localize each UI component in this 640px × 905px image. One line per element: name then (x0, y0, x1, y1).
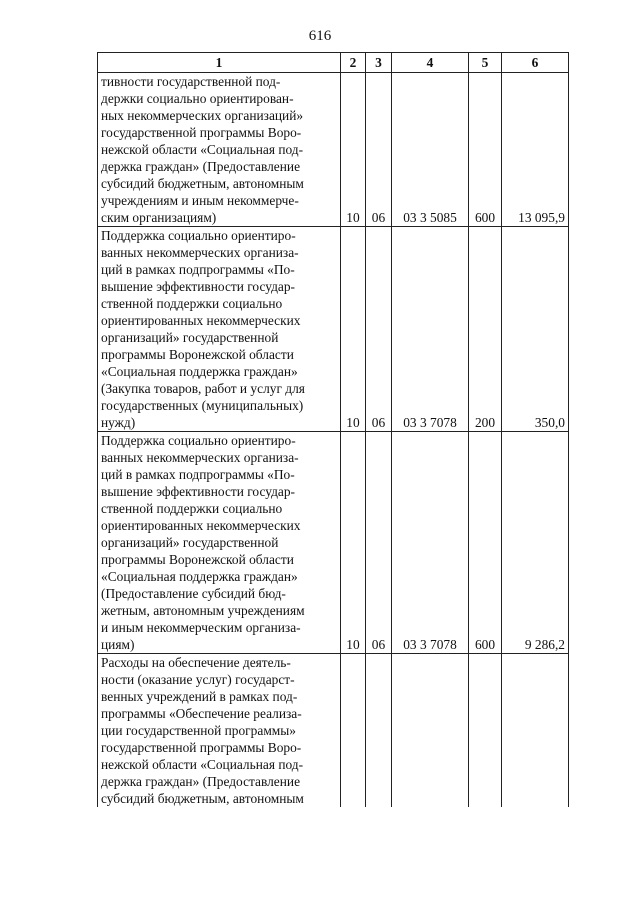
row-expense-type: 600 (469, 432, 502, 654)
column-header-3: 3 (366, 53, 392, 73)
column-header-5: 5 (469, 53, 502, 73)
row-subsection: 06 (366, 432, 392, 654)
column-header-6: 6 (502, 53, 569, 73)
row-section: 10 (341, 73, 366, 227)
row-amount: 13 095,9 (502, 73, 569, 227)
row-section (341, 654, 366, 808)
row-section: 10 (341, 432, 366, 654)
row-expense-type: 600 (469, 73, 502, 227)
row-description: Поддержка социально ориентиро- ванных некоммерческих организа- ций в рамках подпрограммы «По- вышение эффективности государ- ственной поддержки социально ориентированных некоммерческих организаций» государственной программы Воронежской области «Социальная поддержка граждан» (Закупка товаров, работ и услуг для государственных (муниципальных) нужд) (98, 227, 341, 432)
table-header-row (98, 53, 569, 73)
budget-table (97, 52, 569, 807)
row-description: Поддержка социально ориентиро- ванных некоммерческих организа- ций в рамках подпрограммы «По- вышение эффективности государ- ственной поддержки социально ориентированных некоммерческих организаций» государственной программы Воронежской области «Социальная поддержка граждан» (Предоставление субсидий бюд- жетным, автономным учреждениям и иным некоммерческим организа- циям) (98, 432, 341, 654)
table-row (98, 432, 569, 654)
row-amount: 9 286,2 (502, 432, 569, 654)
table-row (98, 654, 569, 808)
row-target-code: 03 3 7078 (392, 227, 469, 432)
row-target-code (392, 654, 469, 808)
row-amount: 350,0 (502, 227, 569, 432)
row-subsection: 06 (366, 227, 392, 432)
row-expense-type: 200 (469, 227, 502, 432)
row-target-code: 03 3 5085 (392, 73, 469, 227)
row-description: Расходы на обеспечение деятель- ности (оказание услуг) государст- венных учреждений в рамках под- программы «Обеспечение реализа- ции государственной программы» государственной программы Воро- нежской области «Социальная под- держка граждан» (Предоставление субсидий бюджетным, автономным (98, 654, 341, 808)
row-target-code: 03 3 7078 (392, 432, 469, 654)
column-header-1: 1 (98, 53, 341, 73)
column-header-2: 2 (341, 53, 366, 73)
table-row (98, 73, 569, 227)
row-subsection: 06 (366, 73, 392, 227)
table-row (98, 227, 569, 432)
row-subsection (366, 654, 392, 808)
row-amount (502, 654, 569, 808)
row-expense-type (469, 654, 502, 808)
row-description: тивности государственной под- держки социально ориентирован- ных некоммерческих организаций» государственной программы Воро- нежской области «Социальная под- держка граждан» (Предоставление субсидий бюджетным, автономным учреждениям и иным некоммерче- ским организациям) (98, 73, 341, 227)
row-section: 10 (341, 227, 366, 432)
column-header-4: 4 (392, 53, 469, 73)
page-number: 616 (308, 28, 332, 44)
